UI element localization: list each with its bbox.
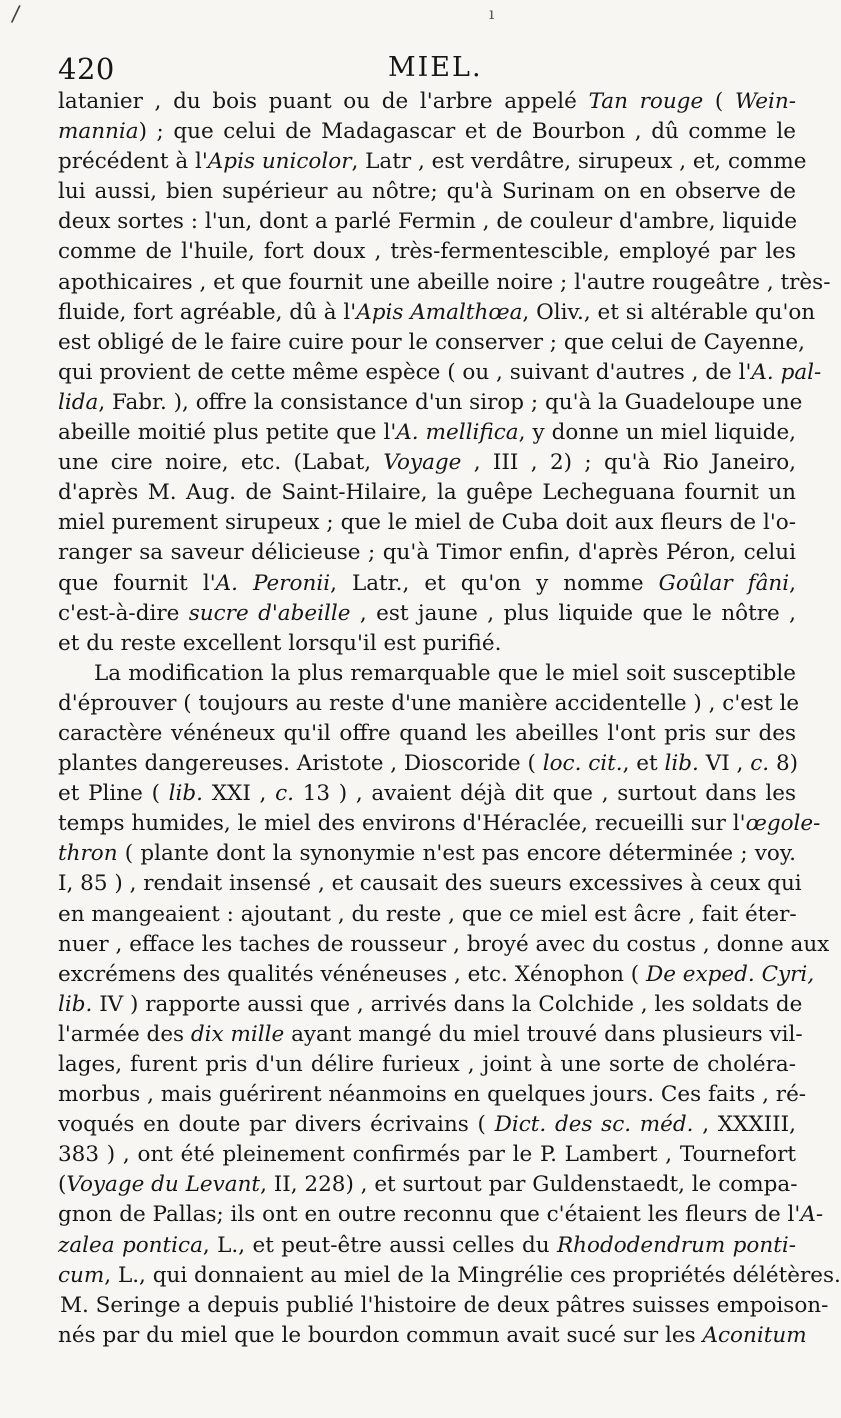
text-line: d'éprouver ( toujours au reste d'une manière accidentelle ) , c'est le xyxy=(58,690,800,716)
text-line: gnon de Pallas; ils ont en outre reconnu que c'étaient les fleurs de l'A- xyxy=(58,1202,824,1228)
text-line: est obligé de le faire cuire pour le conserver ; que celui de Cayenne, xyxy=(58,329,805,355)
text-line: plantes dangereuses. Aristote , Dioscoride ( loc. cit., et lib. VI , c. 8) xyxy=(58,751,799,777)
text-line: miel purement sirupeux ; que le miel de Cuba doit aux fleurs de l'o- xyxy=(58,510,796,536)
text-line: nés par du miel que le bourdon commun avait sucé sur les Aconitum xyxy=(58,1322,807,1348)
text-line: l'armée des dix mille ayant mangé du miel trouvé dans plusieurs vil- xyxy=(58,1021,803,1047)
text-line: morbus , mais guérirent néanmoins en quelques jours. Ces faits , ré- xyxy=(58,1082,807,1108)
text-line: et Pline ( lib. XXI , c. 13 ) , avaient déjà dit que , surtout dans les xyxy=(58,781,796,807)
text-line: cum, L., qui donnaient au miel de la Mingrélie ces propriétés délétères. xyxy=(58,1262,841,1288)
page-header xyxy=(58,52,780,88)
text-line: La modification la plus remarquable que le miel soit susceptible xyxy=(94,660,796,686)
text-line: lages, furent pris d'un délire furieux , joint à une sorte de choléra- xyxy=(58,1052,796,1077)
text-line: caractère vénéneux qu'il offre quand les abeilles l'ont pris sur des xyxy=(58,720,796,746)
page-number: 420 xyxy=(58,52,115,86)
text-line: fluide, fort agréable, dû à l'Apis Amalthœa, Oliv., et si altérable qu'on xyxy=(58,299,816,325)
text-line: qui provient de cette même espèce ( ou , suivant d'autres , de l'A. pal- xyxy=(58,359,822,385)
text-line: en mangeaient : ajoutant , du reste , que ce miel est âcre , fait éter- xyxy=(58,901,797,927)
text-line: (Voyage du Levant, II, 228) , et surtout par Guldenstaedt, le compa- xyxy=(58,1172,798,1198)
margin-tick: ı xyxy=(489,4,495,23)
text-line: mannia) ; que celui de Madagascar et de Bourbon , dû comme le xyxy=(58,119,796,145)
text-line: latanier , du bois puant ou de l'arbre appelé Tan rouge ( Wein- xyxy=(58,89,796,114)
text-line: et du reste excellent lorsqu'il est purifié. xyxy=(58,630,502,656)
text-line: I, 85 ) , rendait insensé , et causait des sueurs excessives à ceux qui xyxy=(58,871,802,897)
text-line: deux sortes : l'un, dont a parlé Fermin , de couleur d'ambre, liquide xyxy=(58,209,798,235)
text-line: voqués en doute par divers écrivains ( Dict. des sc. méd. , XXXIII, xyxy=(58,1112,796,1138)
text-line: une cire noire, etc. (Labat, Voyage , III , 2) ; qu'à Rio Janeiro, xyxy=(58,450,796,476)
text-line: que fournit l'A. Peronii, Latr., et qu'on y nomme Goûlar fâni, xyxy=(58,570,796,596)
text-line: nuer , efface les taches de rousseur , broyé avec du costus , donne aux xyxy=(58,931,830,957)
text-line: apothicaires , et que fournit une abeille noire ; l'autre rougeâtre , très- xyxy=(58,269,831,295)
text-line: d'après M. Aug. de Saint-Hilaire, la guêpe Lecheguana fournit un xyxy=(58,480,796,506)
text-line: 383 ) , ont été pleinement confirmés par le P. Lambert , Tournefort xyxy=(58,1142,796,1168)
text-line: M. Seringe a depuis publié l'histoire de deux pâtres suisses empoison- xyxy=(60,1292,829,1318)
text-line: lib. IV ) rapporte aussi que , arrivés dans la Colchide , les soldats de xyxy=(58,991,803,1017)
text-line: temps humides, le miel des environs d'Héraclée, recueilli sur l'œgole- xyxy=(58,811,821,837)
text-line: zalea pontica, L., et peut-être aussi celles du Rhododendrum ponti- xyxy=(58,1232,796,1258)
text-line: ranger sa saveur délicieuse ; qu'à Timor enfin, d'après Péron, celui xyxy=(58,540,796,566)
text-line: c'est-à-dire sucre d'abeille , est jaune , plus liquide que le nôtre , xyxy=(58,600,796,626)
text-line: lui aussi, bien supérieur au nôtre; qu'à Surinam on en observe de xyxy=(58,179,796,205)
text-line: comme de l'huile, fort doux , très-fermentescible, employé par les xyxy=(58,239,796,265)
text-line: excrémens des qualités vénéneuses , etc. Xénophon ( De exped. Cyri, xyxy=(58,961,815,987)
running-head: MIEL. xyxy=(388,52,483,83)
body-text xyxy=(58,87,841,1351)
text-line: précédent à l'Apis unicolor, Latr , est verdâtre, sirupeux , et, comme xyxy=(58,149,807,175)
text-line: abeille moitié plus petite que l'A. mellifica, y donne un miel liquide, xyxy=(58,420,797,446)
text-line: lida, Fabr. ), offre la consistance d'un sirop ; qu'à la Guadeloupe une xyxy=(58,389,803,415)
margin-mark: / xyxy=(10,1,22,28)
text-line: thron ( plante dont la synonymie n'est pas encore déterminée ; voy. xyxy=(58,841,796,867)
